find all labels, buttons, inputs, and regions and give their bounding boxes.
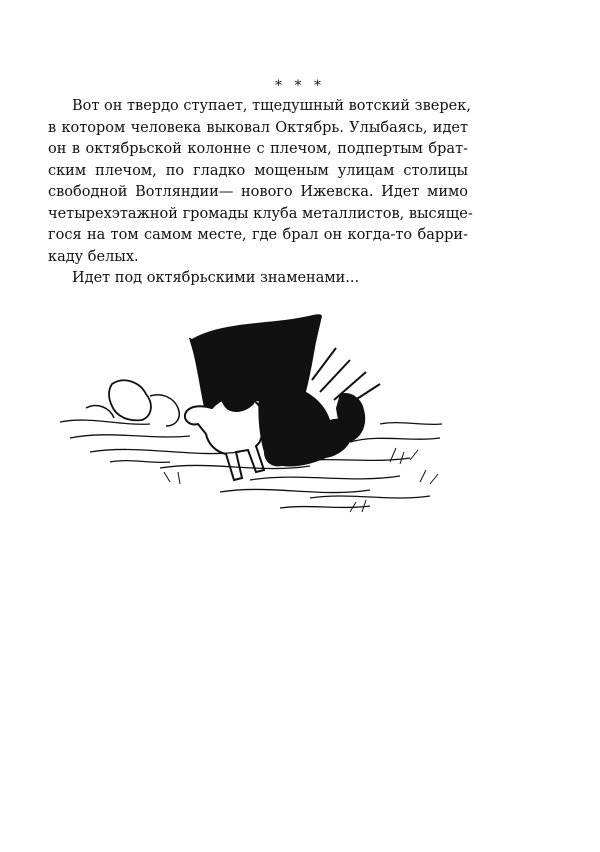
body-text <box>48 96 473 290</box>
text-line: свободной Вотляндии— нового Ижевска. Идет мимо <box>48 184 468 200</box>
illustration-horseman-with-banner <box>50 312 450 520</box>
text-line: он в октябрьской колонне с плечом, подпертым брат- <box>48 141 468 157</box>
text-line: четырехэтажной громады клуба металлистов, высяще- <box>48 205 473 222</box>
text-line: гося на том самом месте, где брал он когда-то барри- <box>48 227 468 243</box>
text-line: Вот он твердо ступает, тщедушный вотский зверек, <box>72 98 471 114</box>
section-separator: * * * <box>275 78 325 94</box>
text-line: каду белых. <box>48 248 139 265</box>
text-line: ским плечом, по гладко мощеным улицам столицы <box>48 162 468 179</box>
left-figures <box>109 380 151 420</box>
text-line: Идет под октябрьскими знаменами... <box>72 270 360 286</box>
text-line: в котором человека выковал Октябрь. Улыбаясь, идет <box>48 119 468 136</box>
